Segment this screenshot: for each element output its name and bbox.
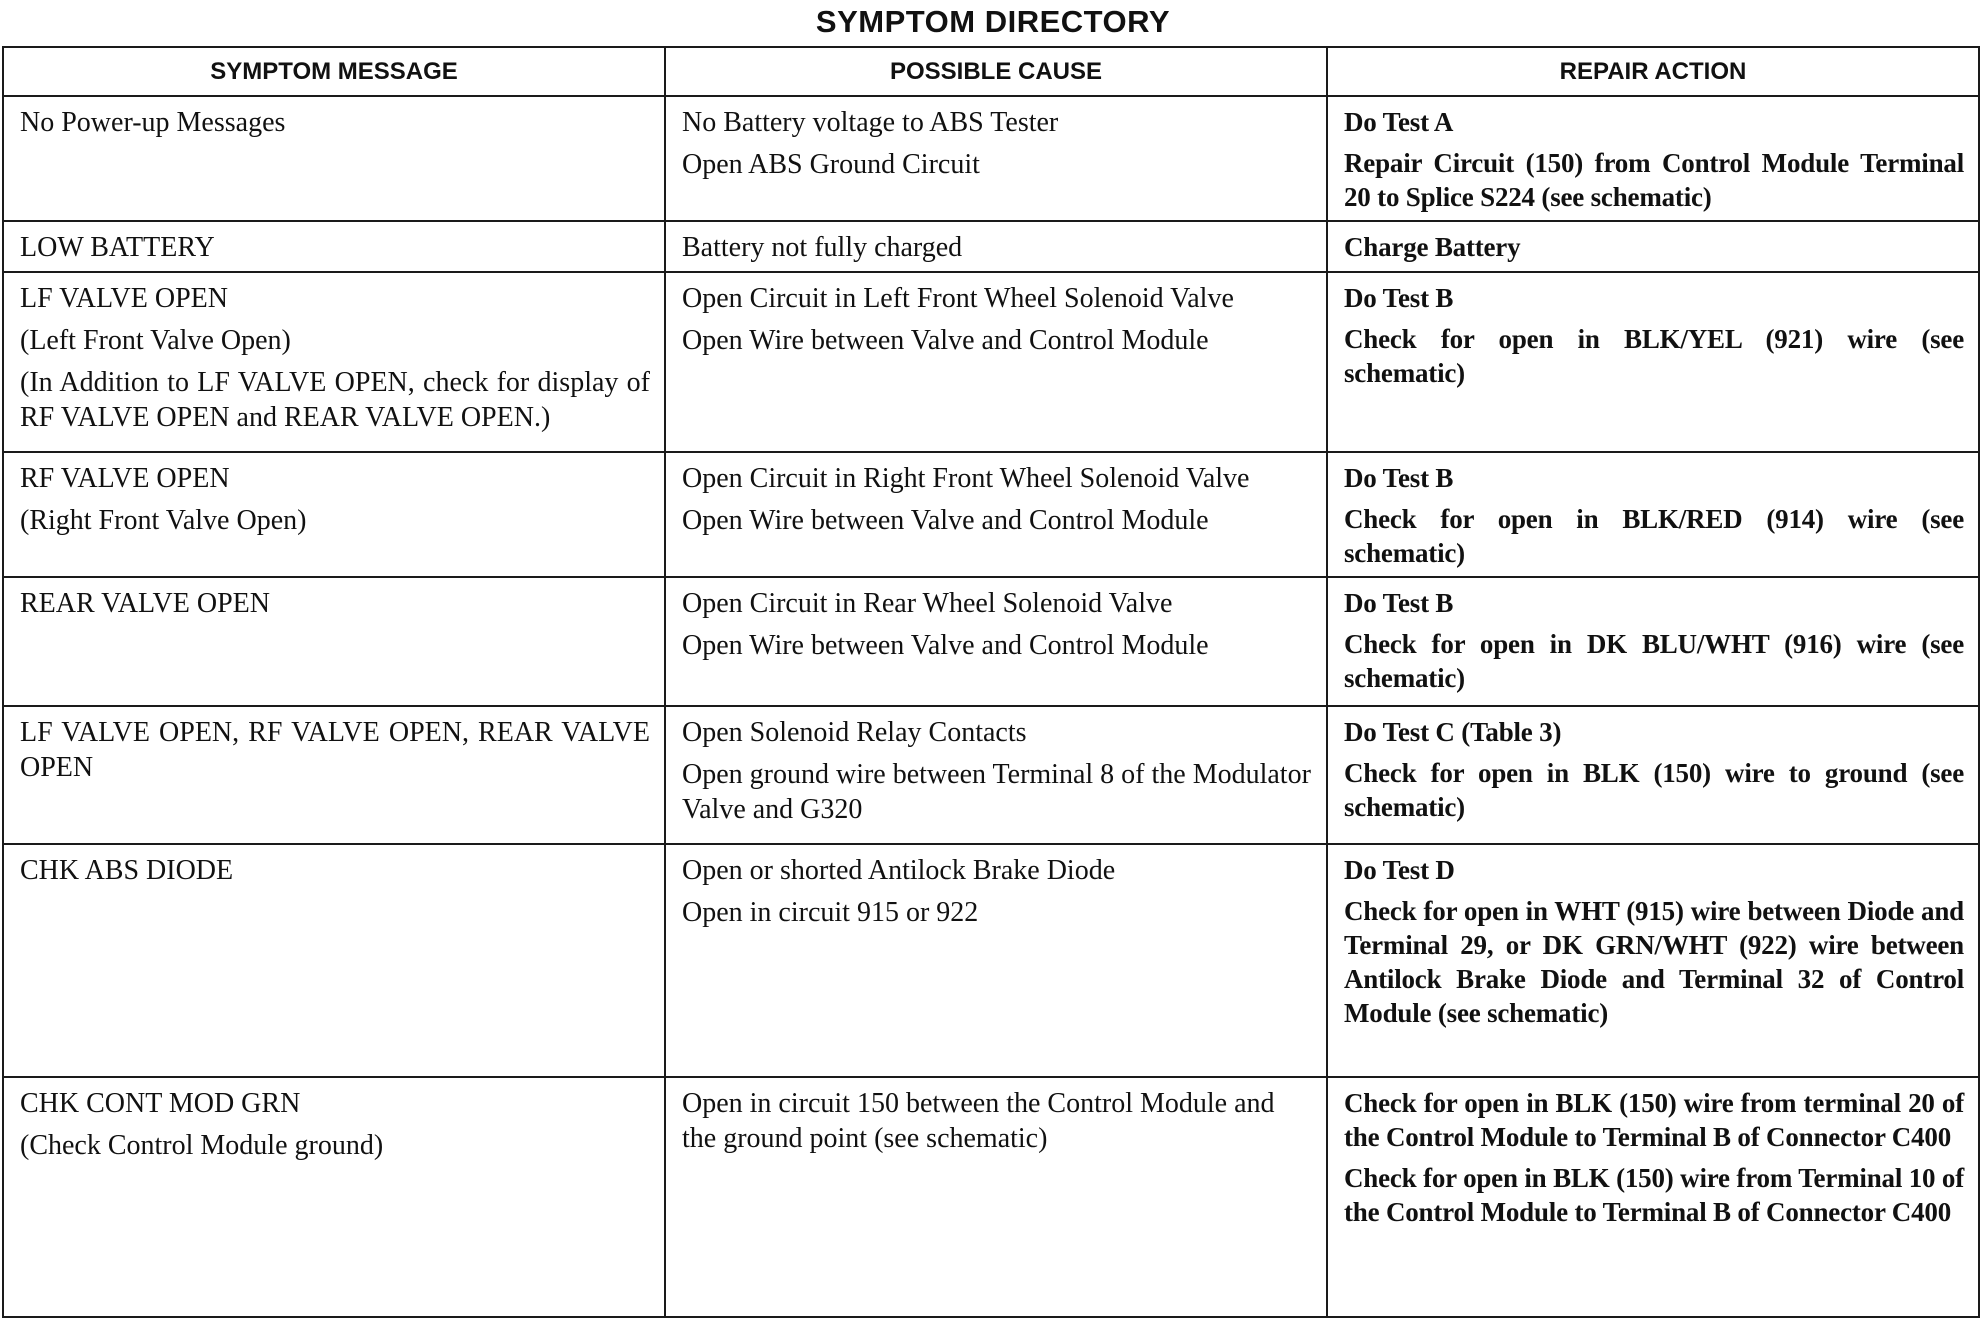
symptom-line: (Check Control Module ground) [20, 1130, 384, 1161]
action-line: Check for open in BLK (150) wire from terminal 20 of the Control Module to Terminal B of Connector C400 [1344, 1088, 1964, 1152]
symptom-line: No Power-up Messages [20, 107, 286, 138]
cause-line: Open Wire between Valve and Control Module [682, 325, 1209, 356]
cause-line: Open Wire between Valve and Control Module [682, 630, 1209, 661]
header-possible-cause: POSSIBLE CAUSE [665, 47, 1327, 96]
cause-line: Open in circuit 915 or 922 [682, 897, 979, 928]
action-line: Check for open in BLK (150) wire from Terminal 10 of the Control Module to Terminal B of Connector C400 [1344, 1163, 1964, 1227]
symptom-line: LOW BATTERY [20, 232, 215, 263]
action-line: Do Test D [1344, 855, 1455, 885]
action-line: Do Test B [1344, 463, 1454, 493]
cause-line: Open or shorted Antilock Brake Diode [682, 855, 1116, 886]
symptom-line: RF VALVE OPEN [20, 463, 230, 494]
action-line: Do Test C (Table 3) [1344, 717, 1562, 747]
table-row [3, 221, 1979, 272]
symptom-line: (In Addition to LF VALVE OPEN, check for display of RF VALVE OPEN and REAR VALVE OPEN.) [20, 367, 650, 433]
cause-line: Open Circuit in Rear Wheel Solenoid Valve [682, 588, 1173, 619]
cause-cell [665, 577, 1327, 706]
table-row [3, 844, 1979, 1077]
header-symptom-message: SYMPTOM MESSAGE [3, 47, 665, 96]
cause-cell [665, 452, 1327, 577]
table-row [3, 1077, 1979, 1317]
symptom-cell [3, 452, 665, 577]
action-line: Do Test B [1344, 283, 1454, 313]
action-line: Check for open in BLK/RED (914) wire (see schematic) [1344, 504, 1964, 568]
symptom-line: REAR VALVE OPEN [20, 588, 270, 619]
action-line: Do Test B [1344, 588, 1454, 618]
cause-line: Open Solenoid Relay Contacts [682, 717, 1027, 748]
symptom-line: CHK ABS DIODE [20, 855, 234, 886]
action-cell [1327, 96, 1979, 221]
cause-line: Open ABS Ground Circuit [682, 149, 980, 180]
action-cell [1327, 1077, 1979, 1317]
action-line: Check for open in BLK (150) wire to ground (see schematic) [1344, 758, 1964, 822]
symptom-line: (Right Front Valve Open) [20, 505, 307, 536]
cause-line: No Battery voltage to ABS Tester [682, 107, 1059, 138]
action-line: Check for open in DK BLU/WHT (916) wire (see schematic) [1344, 629, 1964, 693]
cause-line: Battery not fully charged [682, 232, 963, 263]
table-row [3, 96, 1979, 221]
symptom-line: (Left Front Valve Open) [20, 325, 291, 356]
symptom-cell [3, 706, 665, 844]
cause-line: Open Wire between Valve and Control Module [682, 505, 1209, 536]
symptom-cell [3, 96, 665, 221]
symptom-cell [3, 577, 665, 706]
action-cell [1327, 452, 1979, 577]
action-line: Charge Battery [1344, 232, 1521, 262]
cause-line: Open in circuit 150 between the Control Module and the ground point (see schematic) [682, 1088, 1275, 1154]
action-line: Check for open in WHT (915) wire between Diode and Terminal 29, or DK GRN/WHT (922) wire between Antilock Brake Diode and Terminal 32 of Control Module (see schematic) [1344, 896, 1964, 1028]
table-row [3, 577, 1979, 706]
symptom-cell [3, 272, 665, 452]
action-line: Do Test A [1344, 107, 1454, 137]
symptom-line: LF VALVE OPEN [20, 283, 228, 314]
table-row [3, 272, 1979, 452]
action-cell [1327, 272, 1979, 452]
page-title: SYMPTOM DIRECTORY [815, 4, 1171, 39]
symptom-line: CHK CONT MOD GRN [20, 1088, 301, 1119]
cause-line: Open Circuit in Left Front Wheel Solenoid Valve [682, 283, 1234, 314]
cause-line: Open ground wire between Terminal 8 of the Modulator Valve and G320 [682, 759, 1311, 825]
cause-cell [665, 272, 1327, 452]
cause-line: Open Circuit in Right Front Wheel Solenoid Valve [682, 463, 1250, 494]
cause-cell [665, 221, 1327, 272]
table-row [3, 452, 1979, 577]
symptom-cell [3, 1077, 665, 1317]
action-line: Repair Circuit (150) from Control Module Terminal 20 to Splice S224 (see schematic) [1344, 148, 1964, 212]
action-cell [1327, 221, 1979, 272]
cause-cell [665, 1077, 1327, 1317]
table-row [3, 706, 1979, 844]
action-line: Check for open in BLK/YEL (921) wire (see schematic) [1344, 324, 1964, 388]
cause-cell [665, 96, 1327, 221]
symptom-cell [3, 844, 665, 1077]
cause-cell [665, 844, 1327, 1077]
action-cell [1327, 577, 1979, 706]
header-row [3, 47, 1979, 96]
action-cell [1327, 844, 1979, 1077]
symptom-line: LF VALVE OPEN, RF VALVE OPEN, REAR VALVE OPEN [20, 717, 650, 783]
header-repair-action: REPAIR ACTION [1327, 47, 1979, 96]
cause-cell [665, 706, 1327, 844]
symptom-cell [3, 221, 665, 272]
symptom-directory-table [2, 46, 1980, 1318]
action-cell [1327, 706, 1979, 844]
